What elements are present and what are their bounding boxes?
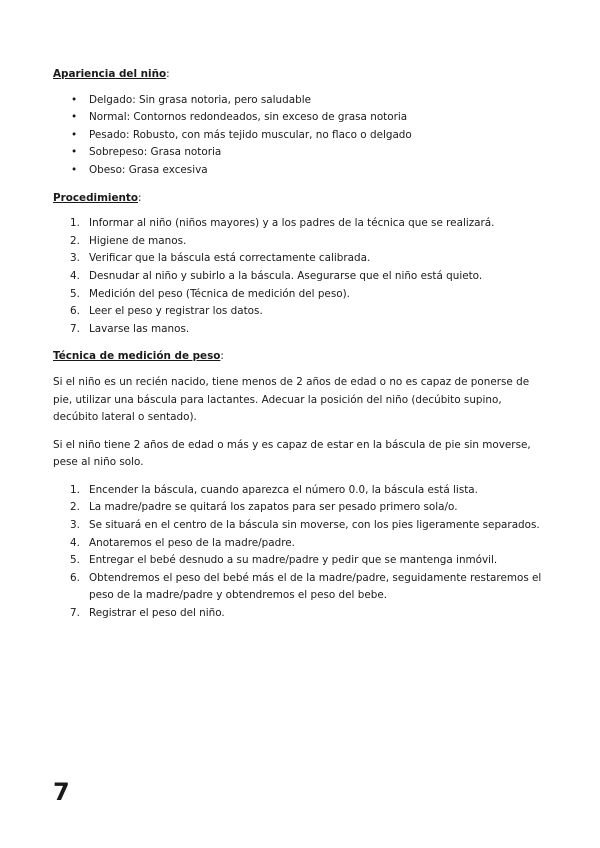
section-apariencia: Apariencia del niño: (53, 68, 170, 80)
list-item: 4. Desnudar al niño y subirlo a la báscula. Asegurarse que el niño está quieto. (70, 269, 483, 282)
procedimiento-list (53, 215, 548, 338)
document-page (53, 66, 548, 633)
tecnica-list (53, 482, 548, 623)
page-number: 7 (53, 778, 70, 806)
apariencia-heading: Apariencia del niño (53, 68, 167, 80)
list-item: 6. Leer el peso y registrar los datos. (70, 305, 263, 318)
list-item: 3. Se situará en el centro de la báscula sin moverse, con los pies ligeramente separados. (70, 519, 540, 532)
list-item: 1. Informar al niño (niños mayores) y a los padres de la técnica que se realizará. (70, 217, 495, 230)
tecnica-heading: Técnica de medición de peso (53, 350, 221, 363)
list-item: 3. Verificar que la báscula está correctamente calibrada. (70, 252, 371, 265)
list-item: 7. Lavarse las manos. (70, 322, 190, 335)
list-item: 2. Higiene de manos. (70, 234, 187, 247)
list-item: • Normal: Contornos redondeados, sin exceso de grasa notoria (53, 109, 548, 127)
section-tecnica: Técnica de medición de peso: (53, 350, 224, 363)
apariencia-list (53, 92, 548, 180)
list-item: • Pesado: Robusto, con más tejido muscular, no flaco o delgado (53, 127, 548, 145)
list-item: 1. Encender la báscula, cuando aparezca el número 0.0, la báscula está lista. (70, 483, 478, 496)
tecnica-paragraph-1: Si el niño es un recién nacido, tiene menos de 2 años de edad o no es capaz de ponerse de pie, utilizar una báscula para lactantes. Adecuar la posición del niño (decúbito supino, decúbito lateral o sentado). (53, 375, 530, 424)
section-procedimiento: Procedimiento: (53, 191, 142, 204)
list-item: 5. Entregar el bebé desnudo a su madre/padre y pedir que se mantenga inmóvil. (70, 554, 498, 567)
list-item: • Delgado: Sin grasa notoria, pero saludable (53, 92, 548, 110)
procedimiento-heading: Procedimiento (53, 191, 139, 204)
list-item: • Sobrepeso: Grasa notoria (53, 144, 548, 162)
tecnica-paragraph-2: Si el niño tiene 2 años de edad o más y es capaz de estar en la báscula de pie sin moverse, pese al niño solo. (53, 438, 531, 469)
list-item: 2. La madre/padre se quitará los zapatos para ser pesado primero sola/o. (70, 501, 458, 514)
list-item: 7. Registrar el peso del niño. (70, 607, 225, 620)
list-item: • Obeso: Grasa excesiva (53, 162, 548, 180)
list-item: 5. Medición del peso (Técnica de medición del peso). (70, 287, 350, 300)
list-item: 6. Obtendremos el peso del bebé más el de la madre/padre, seguidamente restaremos el peso de la madre/padre y obtendremos el peso del bebe. (70, 571, 542, 602)
list-item: 4. Anotaremos el peso de la madre/padre. (70, 536, 295, 549)
